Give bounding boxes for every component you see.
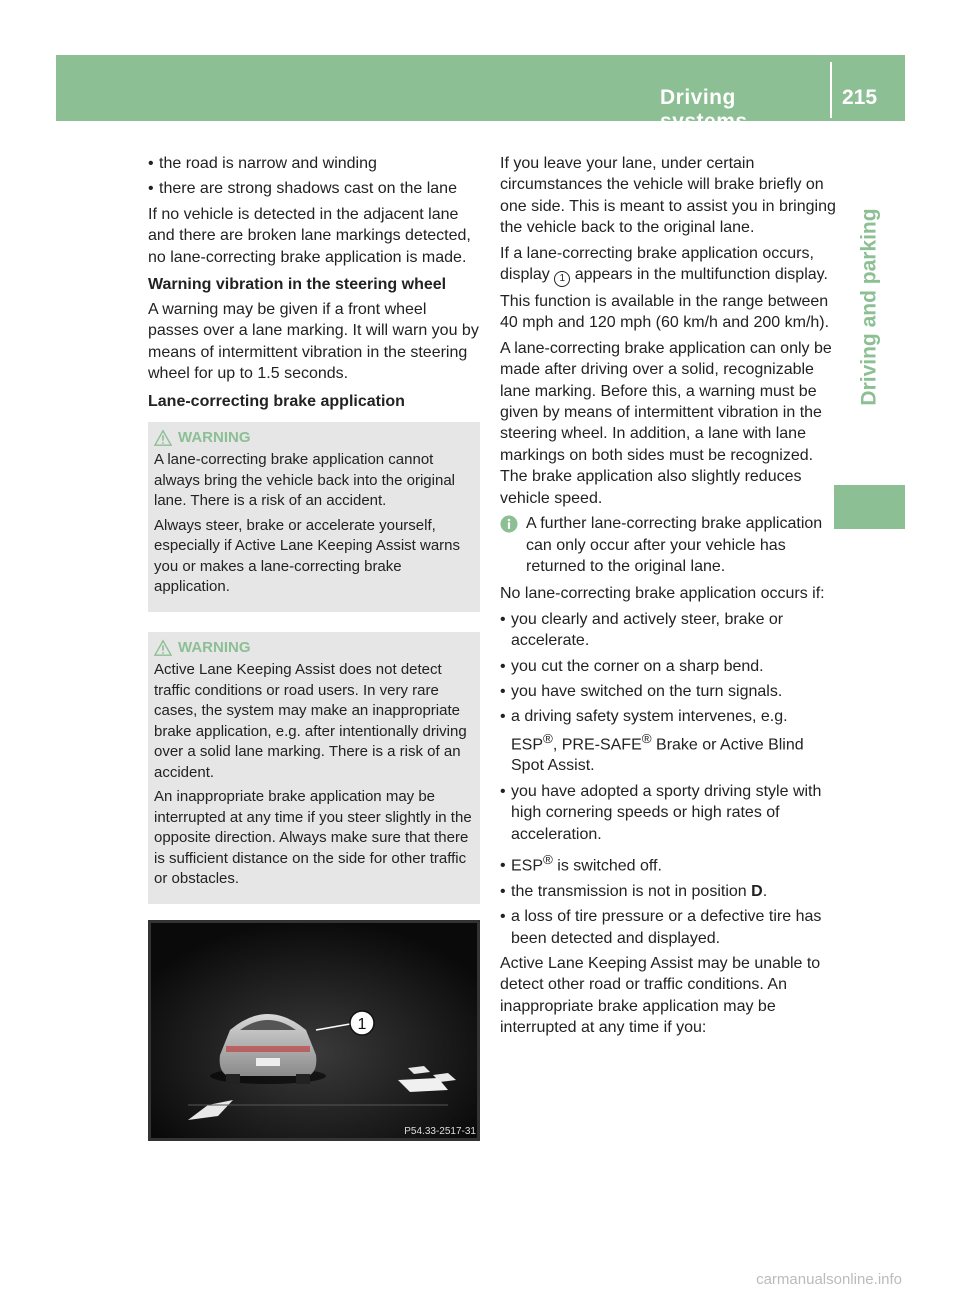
warning-text: A lane-correcting brake application cannot always bring the vehicle back into the original lane. There is a risk of an accident. xyxy=(154,451,456,510)
header-divider xyxy=(830,62,832,118)
footer-watermark: carmanualsonline.info xyxy=(756,1271,902,1288)
heading-vibration: Warning vibration in the steering wheel xyxy=(148,276,447,294)
info-note xyxy=(500,513,836,577)
figure-code: P54.33-2517-31 xyxy=(404,1126,476,1137)
warning-box xyxy=(148,632,480,904)
paragraph: If you leave your lane, under certain circumstances the vehicle will brake briefly on one side. This is meant to assist you in bringing the vehicle back to the original lane. xyxy=(500,155,836,237)
list-item: • the road is narrow and winding xyxy=(148,153,480,174)
side-tab-label: Driving and parking xyxy=(857,208,881,406)
warning-text: Active Lane Keeping Assist does not detect traffic conditions or road users. In very rare cases, the system may make an inappropriate brake application, e.g. after intentionally driving over a solid lane marking. There is a risk of an accident. xyxy=(154,661,467,781)
list-item: • there are strong shadows cast on the lane xyxy=(148,178,480,199)
list-item: • you have switched on the turn signals. xyxy=(500,681,836,702)
list-item: • the transmission is not in position D. xyxy=(500,881,836,902)
warning-title xyxy=(154,428,474,449)
section-title: Driving systems xyxy=(660,86,748,133)
paragraph: This function is available in the range between 40 mph and 120 mph (60 km/h and 200 km/h). xyxy=(500,293,830,332)
callout-number: 1 xyxy=(357,1016,367,1033)
warning-box xyxy=(148,422,480,612)
warning-title xyxy=(154,638,474,659)
list-item: • you cut the corner on a sharp bend. xyxy=(500,656,836,677)
info-note-text: A further lane-correcting brake application can only occur after your vehicle has returned to the original lane. xyxy=(526,515,823,575)
left-column xyxy=(148,153,480,924)
warning-triangle-icon xyxy=(154,429,172,447)
paragraph: No lane-correcting brake application occurs if: xyxy=(500,585,825,603)
warning-label: WARNING xyxy=(178,428,251,446)
paragraph: Active Lane Keeping Assist may be unable to detect other road or traffic conditions. An inappropriate brake application may be interrupted at any time if you: xyxy=(500,955,821,1037)
list-item: • a loss of tire pressure or a defective tire has been detected and displayed. xyxy=(500,906,836,949)
heading-brake-application: Lane-correcting brake application xyxy=(148,392,405,410)
warning-text: An inappropriate brake application may be interrupted at any time if you steer slightly in the opposite direction. Always make sure that there is sufficient distance on the side for other traffic or obstacles. xyxy=(154,788,472,888)
callout-inline: 1 xyxy=(554,271,570,287)
side-tab-marker xyxy=(834,485,905,529)
info-icon xyxy=(500,515,518,533)
list-item: • you clearly and actively steer, brake or accelerate. xyxy=(500,609,836,652)
right-column xyxy=(500,153,836,1043)
warning-label: WARNING xyxy=(178,638,251,656)
side-tab xyxy=(834,121,905,493)
paragraph: If no vehicle is detected in the adjacent lane and there are broken lane markings detected, no lane-correcting brake application is made. xyxy=(148,205,471,266)
paragraph: A lane-correcting brake application can only be made after driving over a solid, recognizable lane marking. Before this, a warning must be given by means of intermittent vibration in the steering wheel. In addition, a lane with lane markings on both sides must be recognized. The brake application also slightly reduces vehicle speed. xyxy=(500,339,832,507)
warning-triangle-icon xyxy=(154,639,172,657)
page-number: 215 xyxy=(842,86,878,109)
list-item: • you have adopted a sporty driving style with high cornering speeds or high rates of acceleration. xyxy=(500,781,836,845)
list-item: • ESP® is switched off. xyxy=(500,849,836,877)
list-item: • a driving safety system intervenes, e.g. ESP®, PRE-SAFE® Brake or Active Blind Spot Assist. xyxy=(500,706,836,777)
paragraph: If a lane-correcting brake application occurs, display 1 appears in the multifunction display. xyxy=(500,243,836,287)
paragraph: A warning may be given if a front wheel passes over a lane marking. It will warn you by means of intermittent vibration in the steering wheel for up to 1.5 seconds. xyxy=(148,301,479,383)
warning-text: Always steer, brake or accelerate yourself, especially if Active Lane Keeping Assist warns you or makes a lane-correcting brake application. xyxy=(154,516,460,596)
lane-assist-illustration xyxy=(148,920,480,1141)
car-display-graphic xyxy=(148,920,480,1141)
